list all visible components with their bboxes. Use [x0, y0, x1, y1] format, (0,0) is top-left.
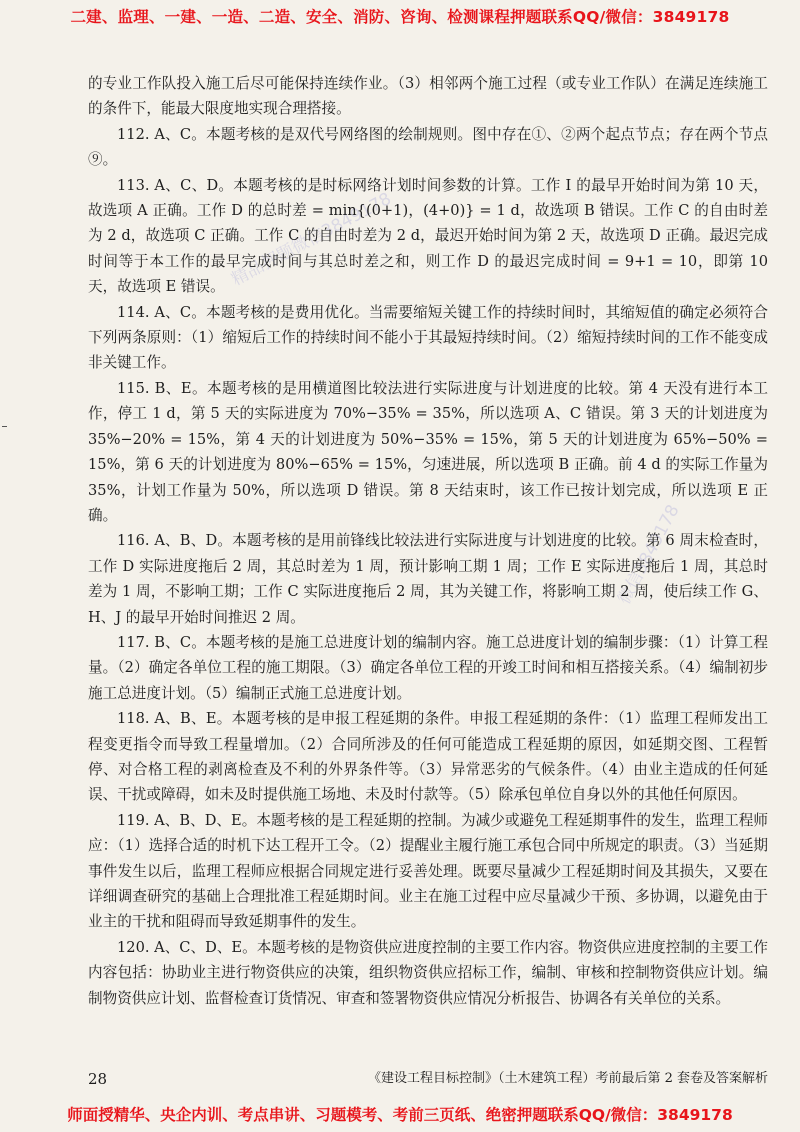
- answer-112: 112. A、C。本题考核的是双代号网络图的绘制规则。图中存在①、②两个起点节点；存在两个节点⑨。: [88, 125, 768, 169]
- answer-113: 113. A、C、D。本题考核的是时标网络计划时间参数的计算。工作 I 的最早开始时间为第 10 天，故选项 A 正确。工作 D 的总时差 = min{(0+1)，(4+0)} = 1 d，故选项 B 错误。工作 C 的自由时差为 2 d，故选项 C 正确。工作 C 的自由时差为 2 d，最迟开始时间为第 2 天，故选项 D 正确。最迟完成时间等于本工作的最早完成时间与其总时差之和，则工作 D 的最迟完成时间 = 9+1 = 10，即第 10 天，故选项 E 错误。: [88, 176, 768, 296]
- page-number: 28: [88, 1070, 108, 1088]
- page-edge-mark: [2, 426, 7, 427]
- answer-120: 120. A、C、D、E。本题考核的是物资供应进度控制的主要工作内容。物资供应进度控制的主要工作内容包括：协助业主进行物资供应的决策，组织物资供应招标工作，编制、审核和控制物资供应计划。编制物资供应计划、监督检查订货情况、审查和签署物资供应情况分析报告、协调各有关单位的关系。: [88, 938, 768, 1007]
- answer-115: 115. B、E。本题考核的是用横道图比较法进行实际进度与计划进度的比较。第 4 天没有进行本工作，停工 1 d，第 5 天的实际进度为 70%−35% = 35%，所以选项 A、C 错误。第 3 天的计划进度为 35%−20% = 15%，第 4 天的计划进度为 50%−35% = 15%，第 5 天的计划进度为 65%−50% = 15%，第 6 天的计划进度为 80%−65% = 15%，匀速进展，所以选项 B 正确。前 4 d 的实际工作量为 35%，计划工作量为 50%，所以选项 D 错误。第 8 天结束时，该工作已按计划完成，所以选项 E 正确。: [88, 379, 768, 524]
- watermark-text: 微信3849178: [614, 501, 684, 608]
- answer-119: 119. A、B、D、E。本题考核的是工程延期的控制。为减少或避免工程延期事件的发生，监理工程师应：（1）选择合适的时机下达工程开工令。（2）提醒业主履行施工承包合同中所规定的职责。（3）当延期事件发生以后，监理工程师应根据合同规定进行妥善处理。既要尽量减少工程延期时间及其损失，又要在详细调查研究的基础上合理批准工程延期时间。业主在施工过程中应尽量减少干预、多协调，以避免由于业主的干扰和阻碍而导致延期事件的发生。: [88, 811, 768, 931]
- footer-title: 《建设工程目标控制》（土木建筑工程）考前最后第 2 套卷及答案解析: [367, 1071, 768, 1086]
- answer-117: 117. B、C。本题考核的是施工总进度计划的编制内容。施工总进度计划的编制步骤：（1）计算工程量。（2）确定各单位工程的施工期限。（3）确定各单位工程的开竣工时间和相互搭接关系。（4）编制初步施工总进度计划。（5）编制正式施工总进度计划。: [88, 633, 768, 702]
- answer-118: 118. A、B、E。本题考核的是申报工程延期的条件。申报工程延期的条件：（1）监理工程师发出工程变更指令而导致工程量增加。（2）合同所涉及的任何可能造成工程延期的原因，如延期交图、工程暂停、对合格工程的剥离检查及不利的外界条件等。（3）异常恶劣的气候条件。（4）由业主造成的任何延误、干扰或障碍，如未及时提供施工场地、未及时付款等。（5）除承包单位自身以外的其他任何原因。: [88, 710, 768, 804]
- answer-116: 116. A、B、D。本题考核的是用前锋线比较法进行实际进度与计划进度的比较。第 6 周末检查时，工作 D 实际进度拖后 2 周，其总时差为 1 周，预计影响工期 1 周；工作 E 实际进度拖后 1 周，其总时差为 1 周，不影响工期；工作 C 实际进度拖后 2 周，其为关键工作，将影响工期 2 周，使后续工作 G、H、J 的最早开始时间推迟 2 周。: [88, 532, 768, 626]
- watermark-text: 精品押题微信3849178: [228, 188, 395, 291]
- page-footer: [88, 1068, 768, 1090]
- promo-banner-top: 二建、监理、一建、一造、二造、安全、消防、咨询、检测课程押题联系QQ/微信：3849178: [70, 8, 730, 26]
- document-body: [88, 71, 768, 1011]
- paragraph-continuation: 的专业工作队投入施工后尽可能保持连续作业。（3）相邻两个施工过程（或专业工作队）在满足连续施工的条件下，能最大限度地实现合理搭接。: [88, 75, 768, 118]
- answer-114: 114. A、C。本题考核的是费用优化。当需要缩短关键工作的持续时间时，其缩短值的确定必须符合下列两条原则：（1）缩短后工作的持续时间不能小于其最短持续时间。（2）缩短持续时间的工作不能变成非关键工作。: [88, 303, 768, 372]
- promo-banner-bottom: 师面授精华、央企内训、考点串讲、习题模考、考前三页纸、绝密押题联系QQ/微信：3849178: [67, 1106, 733, 1124]
